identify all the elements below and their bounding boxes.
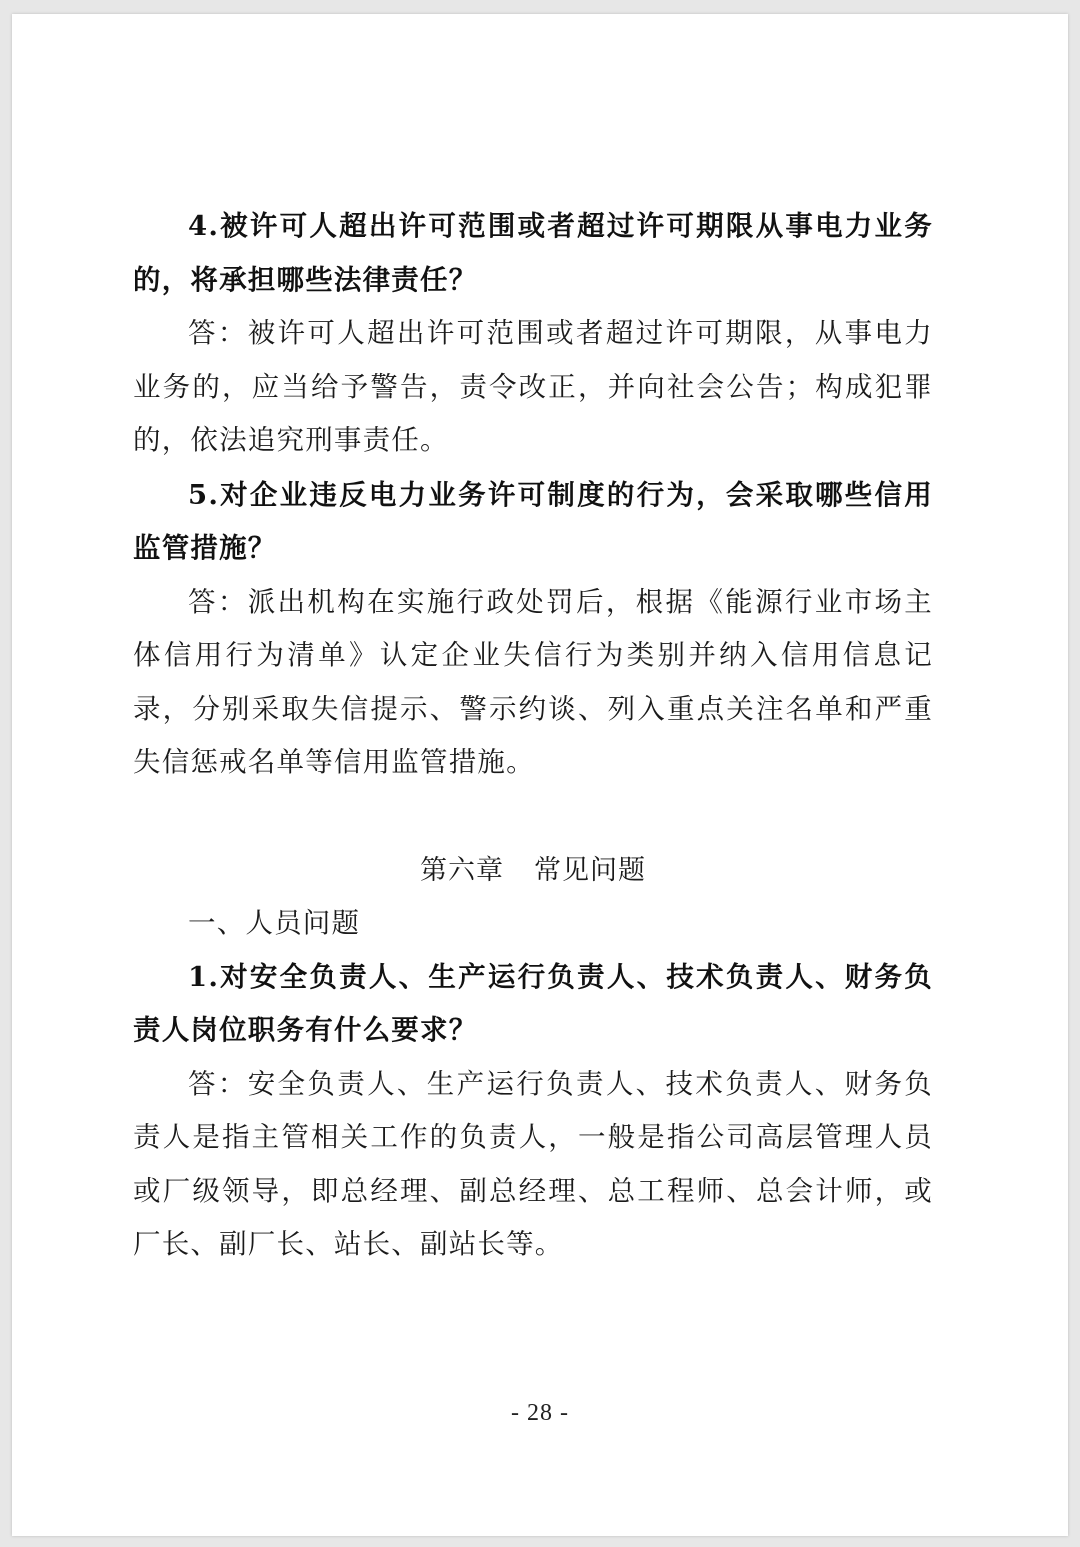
section-heading: 一、人员问题 [188,907,361,939]
answer-5: 答：派出机构在实施行政处罚后，根据《能源行业市场主体信用行为清单》认定企业失信行为类别并纳入信用信息记录，分别采取失信提示、警示约谈、列入重点关注名单和严重失信惩戒名单等信用监管措施。 [133,585,933,778]
chapter-title: 常见问题 [534,854,646,886]
chapter-number: 第六章 [420,854,504,886]
question-4: 4.被许可人超出许可范围或者超过许可期限从事电力业务的，将承担哪些法律责任？ [133,210,933,296]
answer-4: 答：被许可人超出许可范围或者超过许可期限，从事电力业务的，应当给予警告，责令改正，并向社会公告；构成犯罪的，依法追究刑事责任。 [133,317,933,456]
document-body [133,200,933,1272]
answer-1: 答：安全负责人、生产运行负责人、技术负责人、财务负责人是指主管相关工作的负责人，一般是指公司高层管理人员或厂级领导，即总经理、副总经理、总工程师、总会计师，或厂长、副厂长、站长、副站长等。 [133,1067,933,1260]
question-1: 1.对安全负责人、生产运行负责人、技术负责人、财务负责人岗位职务有什么要求？ [133,960,933,1046]
question-5: 5.对企业违反电力业务许可制度的行为，会采取哪些信用监管措施？ [133,478,933,564]
page-number: - 28 - [511,1400,569,1426]
chapter-heading [133,844,933,898]
